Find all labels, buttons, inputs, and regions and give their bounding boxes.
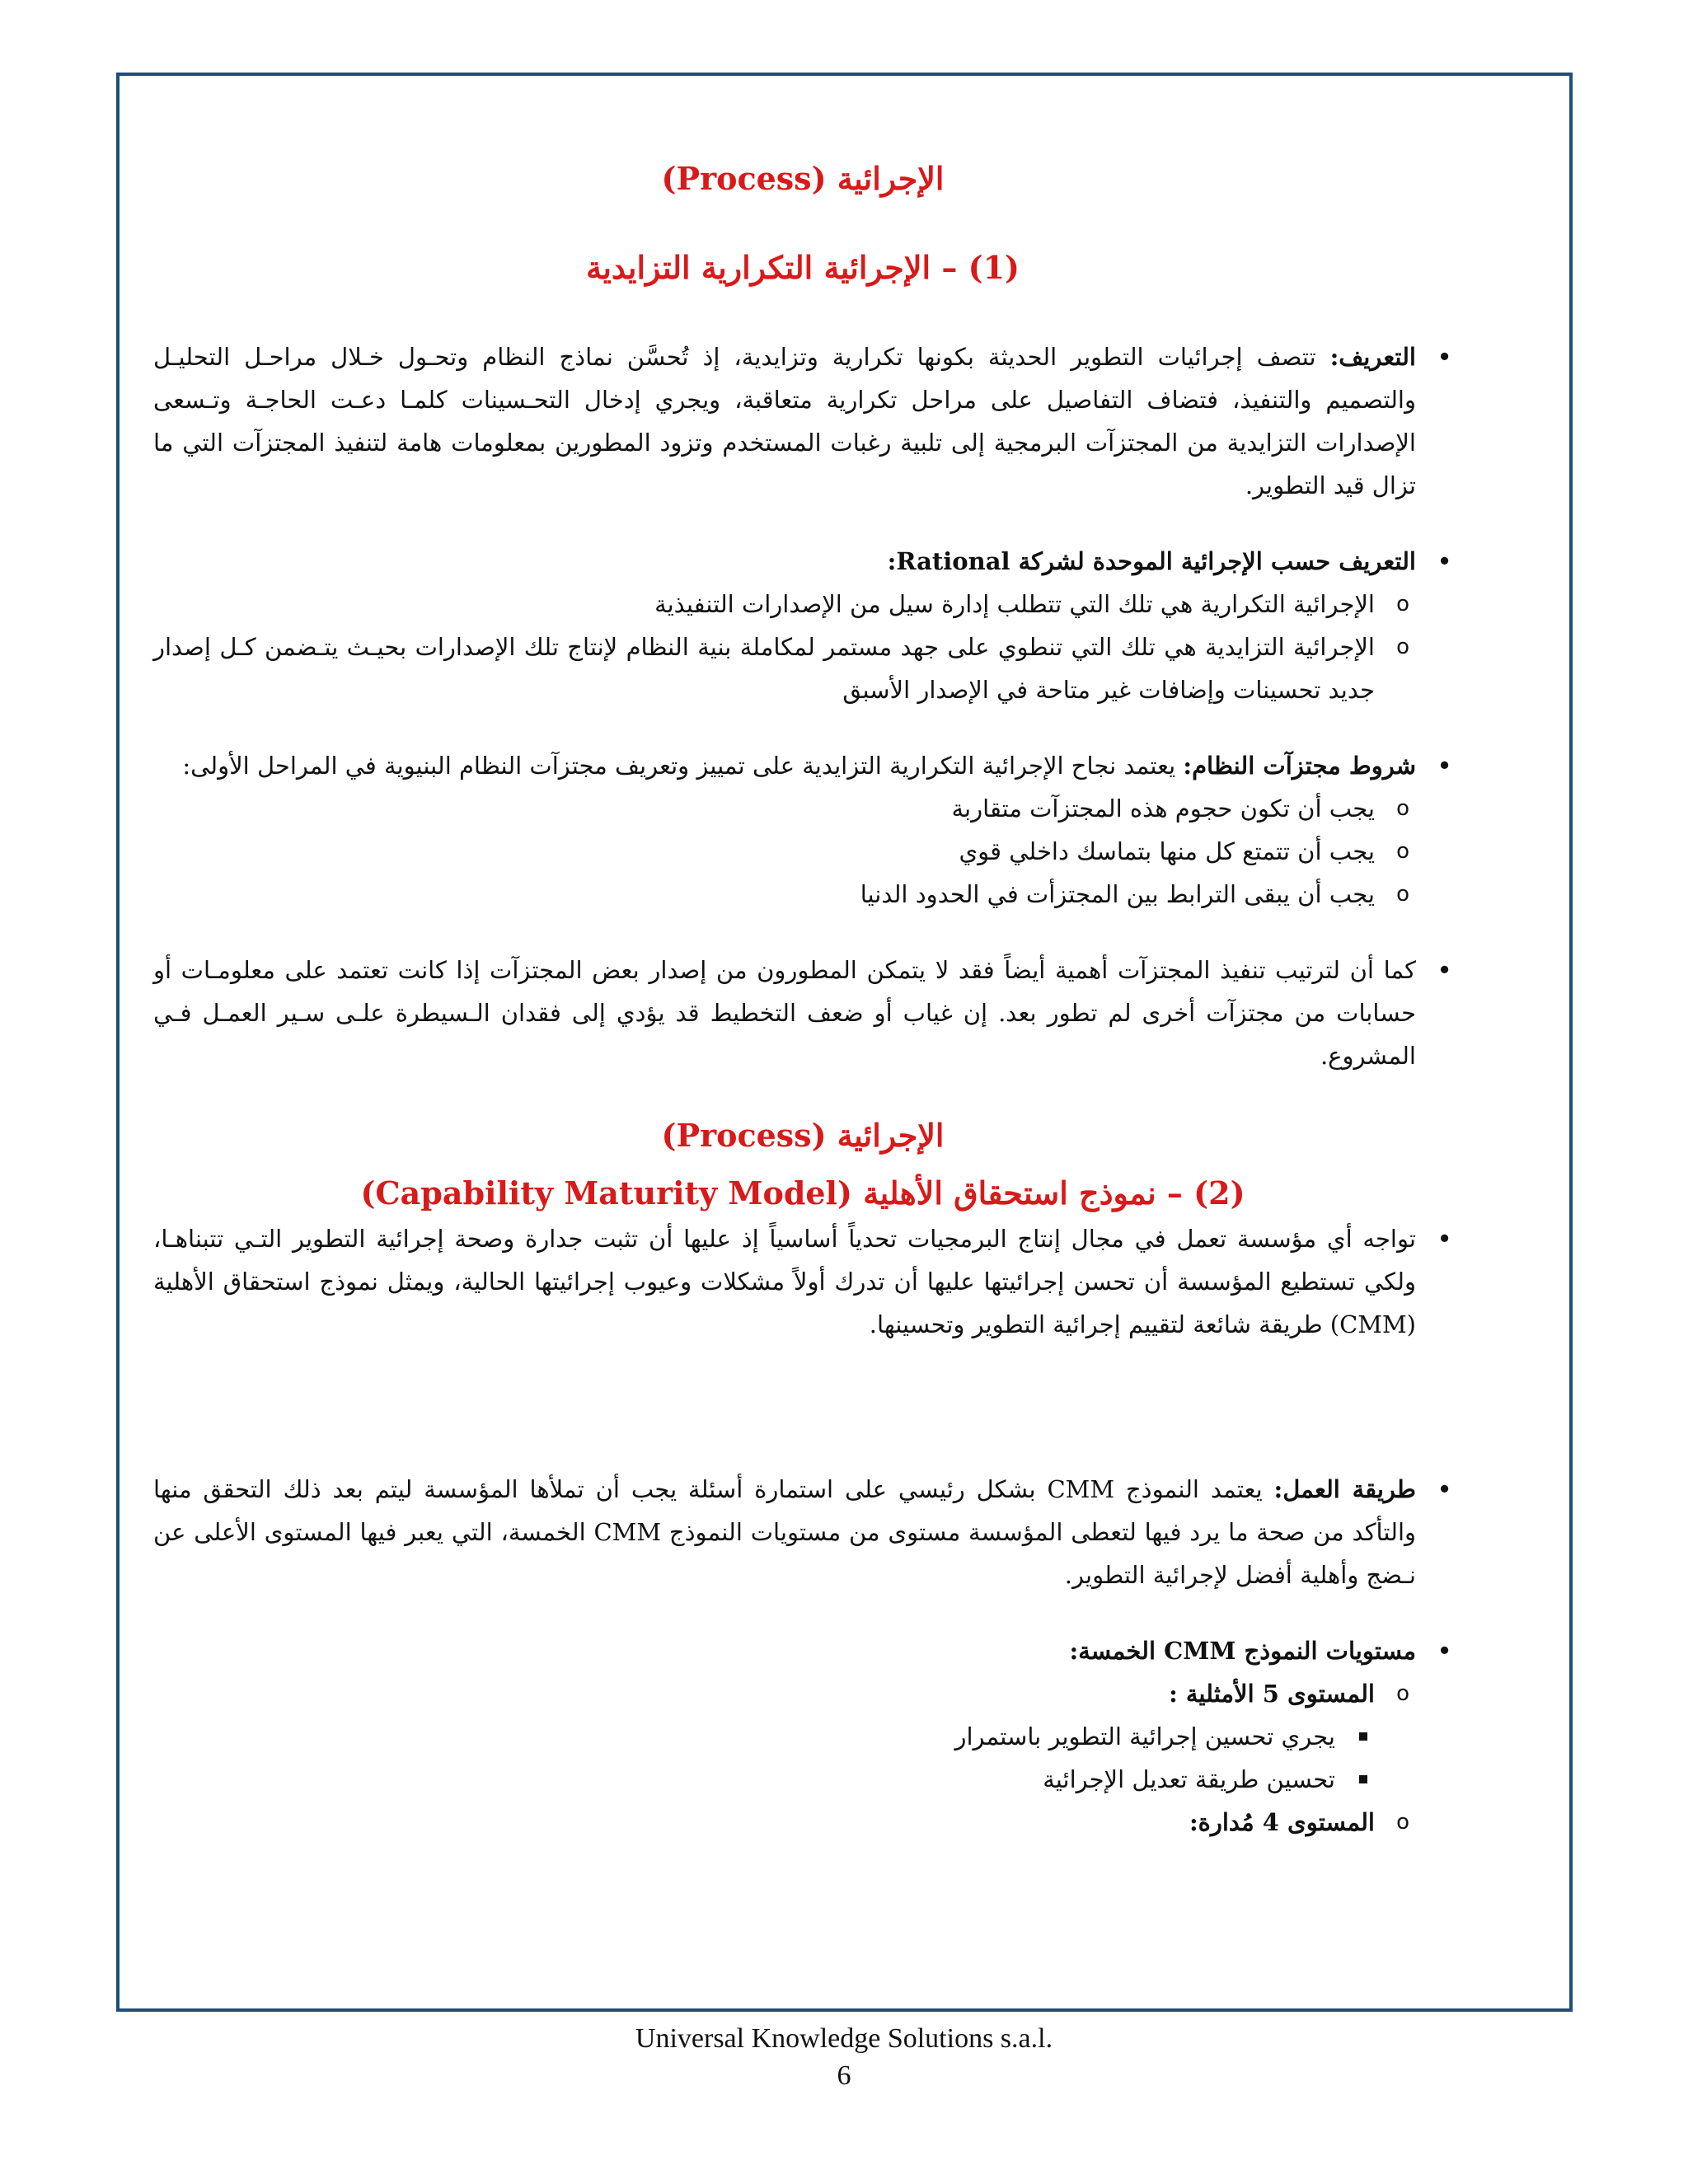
list-item: o يجب أن تكون حجوم هذه المجتزآت متقاربة (153, 787, 1452, 830)
definition-text: تتصف إجرائيات التطوير الحديثة بكونها تكرارية وتزايدية، إذ تُحسَّن نماذج النظام وتحـول خـلال مراحـل التحليـل والتصميم والتنفيذ، فتضاف التفاصيل على مراحل تكرارية متعاقبة، ويجري إدخال التحـسينات كلمـا دعـت الحاجـة وتـسعى الإصدارات التزايدية من المجتزآت البرمجية إلى تلبية رغبات المستخدم وتزود المطورين بمعلومات هامة لتنفيذ المجتزآت التي ما تزال قيد التطوير. (153, 343, 1416, 499)
list-item: o يجب أن تتمتع كل منها بتماسك داخلي قوي (153, 830, 1452, 873)
ordering-text: كما أن لترتيب تنفيذ المجتزآت أهمية أيضاً فقد لا يتمكن المطورون من إصدار بعض المجتزآت إذا كانت تعتمد على معلومـات أو حسابات من مجتزآت أخرى لم تطور بعد. إن غياب أو ضعف التخطيط قد يؤدي إلى فقدان الـسيطرة علـى سـير العمـل فـي المشروع. (153, 956, 1416, 1070)
cmm-levels-bullet (153, 1629, 1452, 1844)
list-item: o الإجرائية التكرارية هي تلك التي تتطلب إدارة سيل من الإصدارات التنفيذية (153, 583, 1452, 626)
section2-title: الإجرائية (Process) (661, 1117, 945, 1154)
levels-subitems (153, 1672, 1452, 1844)
conditions-subitems (153, 787, 1452, 916)
conditions-text: يعتمد نجاح الإجرائية التكرارية التزايدية على تمييز وتعريف مجتزآت النظام البنيوية في المراحل الأولى: (182, 752, 1184, 780)
conditions-label: شروط مجتزآت النظام: (1183, 752, 1416, 780)
rational-subitems (153, 583, 1452, 711)
levels-label: مستويات النموذج CMM الخمسة: (1069, 1637, 1416, 1665)
level-4-label: المستوى 4 مُدارة: (1189, 1808, 1375, 1836)
footer-company: Universal Knowledge Solutions s.a.l. (635, 2023, 1053, 2054)
section2-subtitle: (2) – نموذج استحقاق الأهلية (Capability Maturity Model) (360, 1174, 1245, 1212)
page-number: 6 (837, 2060, 851, 2091)
cmm-intro-text: تواجه أي مؤسسة تعمل في مجال إنتاج البرمجيات تحدياً أساسياً إذ عليها أن تثبت جدارة وصحة إجرائية التطوير التـي تتبناهـا، ولكي تستطيع المؤسسة أن تحسن إجرائيتها عليها أن تدرك أولاً مشكلات وعيوب إجرائيتها الحالية، ويمثل نموذج استحقاق الأهلية (CMM) طريقة شائعة لتقييم إجرائية التطوير وتحسينها. (153, 1225, 1416, 1338)
list-item: تحسين طريقة تعديل الإجرائية (153, 1758, 1452, 1801)
definition-bullet (153, 335, 1452, 507)
list-item: o الإجرائية التزايدية هي تلك التي تنطوي على جهد مستمر لمكاملة بنية النظام لإنتاج تلك الإصدارات بحيـث يتـضمن كـل إصدار جديد تحسينات وإضافات غير متاحة في الإصدار الأسبق (153, 626, 1452, 711)
section2-bullets (153, 1217, 1452, 1844)
section1-subtitle: (1) – الإجرائية التكرارية التزايدية (585, 249, 1020, 286)
method-label: طريقة العمل: (1273, 1475, 1416, 1503)
method-text: يعتمد النموذج CMM بشكل رئيسي على استمارة أسئلة يجب أن تملأها المؤسسة ليتم بعد ذلك التحقق منها والتأكد من صحة ما يرد فيها لتعطى المؤسسة مستوى من مستويات النموذج CMM الخمسة، التي يعبر فيها المستوى الأعلى عن نـضج وأهلية أفضل لإجرائية التطوير. (153, 1475, 1416, 1589)
list-item: o يجب أن يبقى الترابط بين المجتزأت في الحدود الدنيا (153, 873, 1452, 916)
section1-title: الإجرائية (Process) (661, 160, 945, 197)
ordering-bullet (153, 949, 1452, 1077)
cmm-method-bullet (153, 1468, 1452, 1596)
section1-bullets (153, 335, 1452, 1077)
level-4-item (153, 1801, 1452, 1844)
level-5-item (153, 1672, 1452, 1801)
component-conditions-bullet (153, 744, 1452, 916)
rational-definition-bullet (153, 540, 1452, 711)
list-item: يجري تحسين إجرائية التطوير باستمرار (153, 1715, 1452, 1758)
definition-label: التعريف: (1329, 343, 1416, 371)
level-5-details (153, 1715, 1452, 1801)
cmm-intro-bullet (153, 1217, 1452, 1346)
document-body (153, 157, 1452, 1844)
rational-label: التعريف حسب الإجرائية الموحدة لشركة Rational: (887, 547, 1416, 575)
level-5-label: المستوى 5 الأمثلية : (1169, 1680, 1375, 1708)
